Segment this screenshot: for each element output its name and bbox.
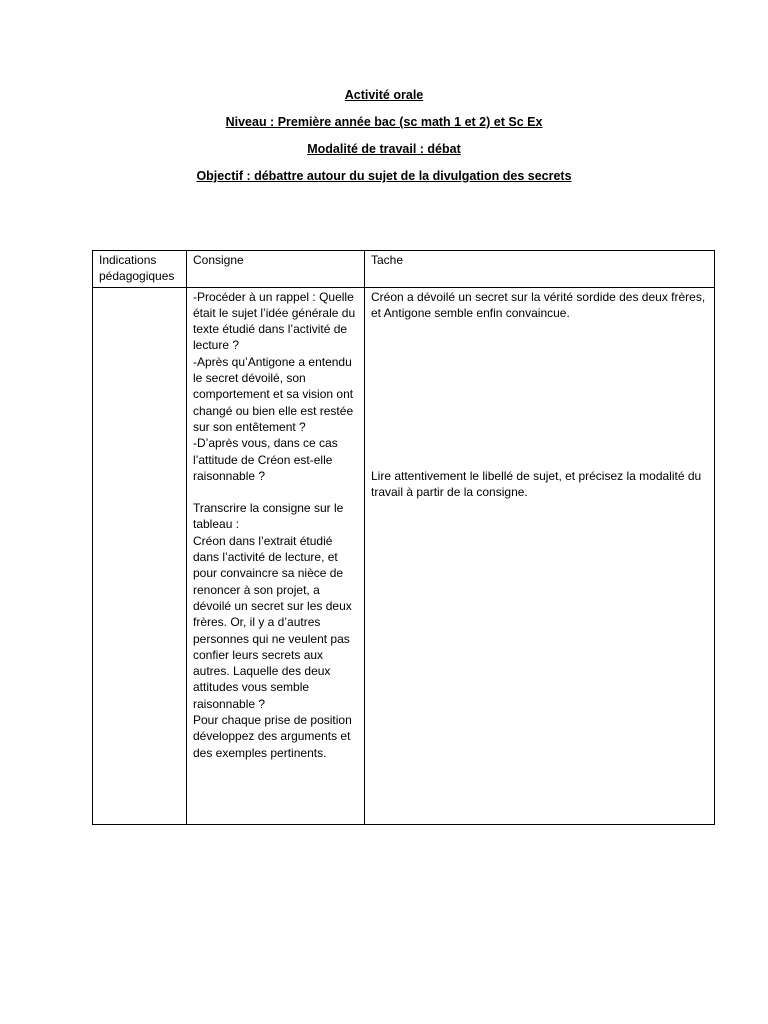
transcription-heading: Transcrire la consigne sur le tableau : (193, 501, 344, 532)
tache-item-1: Créon a dévoilé un secret sur la vérité sordide des deux frères, et Antigone semble enfin convaincue. (371, 289, 706, 320)
table-header-row (93, 251, 715, 288)
column-header-indications: Indications pédagogiques (93, 251, 187, 288)
transcription-instructions: Pour chaque prise de position développez des arguments et des exemples pertinents. (193, 713, 352, 760)
paragraph-spacer (193, 484, 358, 500)
consigne-question-3: -D’après vous, dans ce cas l’attitude de Créon est-elle raisonnable ? (193, 436, 338, 483)
objective-line: Objectif : débattre autour du sujet de la divulgation des secrets (196, 169, 572, 183)
transcription-prompt: Créon dans l’extrait étudié dans l’activité de lecture, et pour convaincre sa nièce de renoncer à son projet, a dévoilé un secret sur les deux frères. Or, il y a d’autres personnes qui ne veulent pas confier leurs secrets aux autres. Laquelle des deux attitudes vous semble raisonnable ? (193, 533, 352, 711)
indications-cell (93, 287, 187, 824)
table-row (93, 287, 715, 824)
column-header-tache: Tache (365, 251, 715, 288)
tache-cell (365, 287, 715, 824)
level-line: Niveau : Première année bac (sc math 1 et 2) et Sc Ex (225, 115, 543, 129)
column-header-consigne: Consigne (187, 251, 365, 288)
consigne-question-2: -Après qu’Antigone a entendu le secret dévoilé, son comportement et sa vision ont changé ou bien elle est restée sur son entêtement ? (193, 354, 354, 434)
consigne-question-1: -Procéder à un rappel : Quelle était le sujet l’idée générale du texte étudié dans l’activité de lecture ? (193, 289, 356, 353)
paragraph-spacer (371, 321, 708, 468)
lesson-table (92, 250, 715, 825)
consigne-cell (187, 287, 365, 824)
document-title: Activité orale (344, 88, 424, 102)
modality-line: Modalité de travail : débat (307, 142, 461, 156)
tache-item-2: Lire attentivement le libellé de sujet, et précisez la modalité du travail à partir de la consigne. (371, 469, 702, 500)
